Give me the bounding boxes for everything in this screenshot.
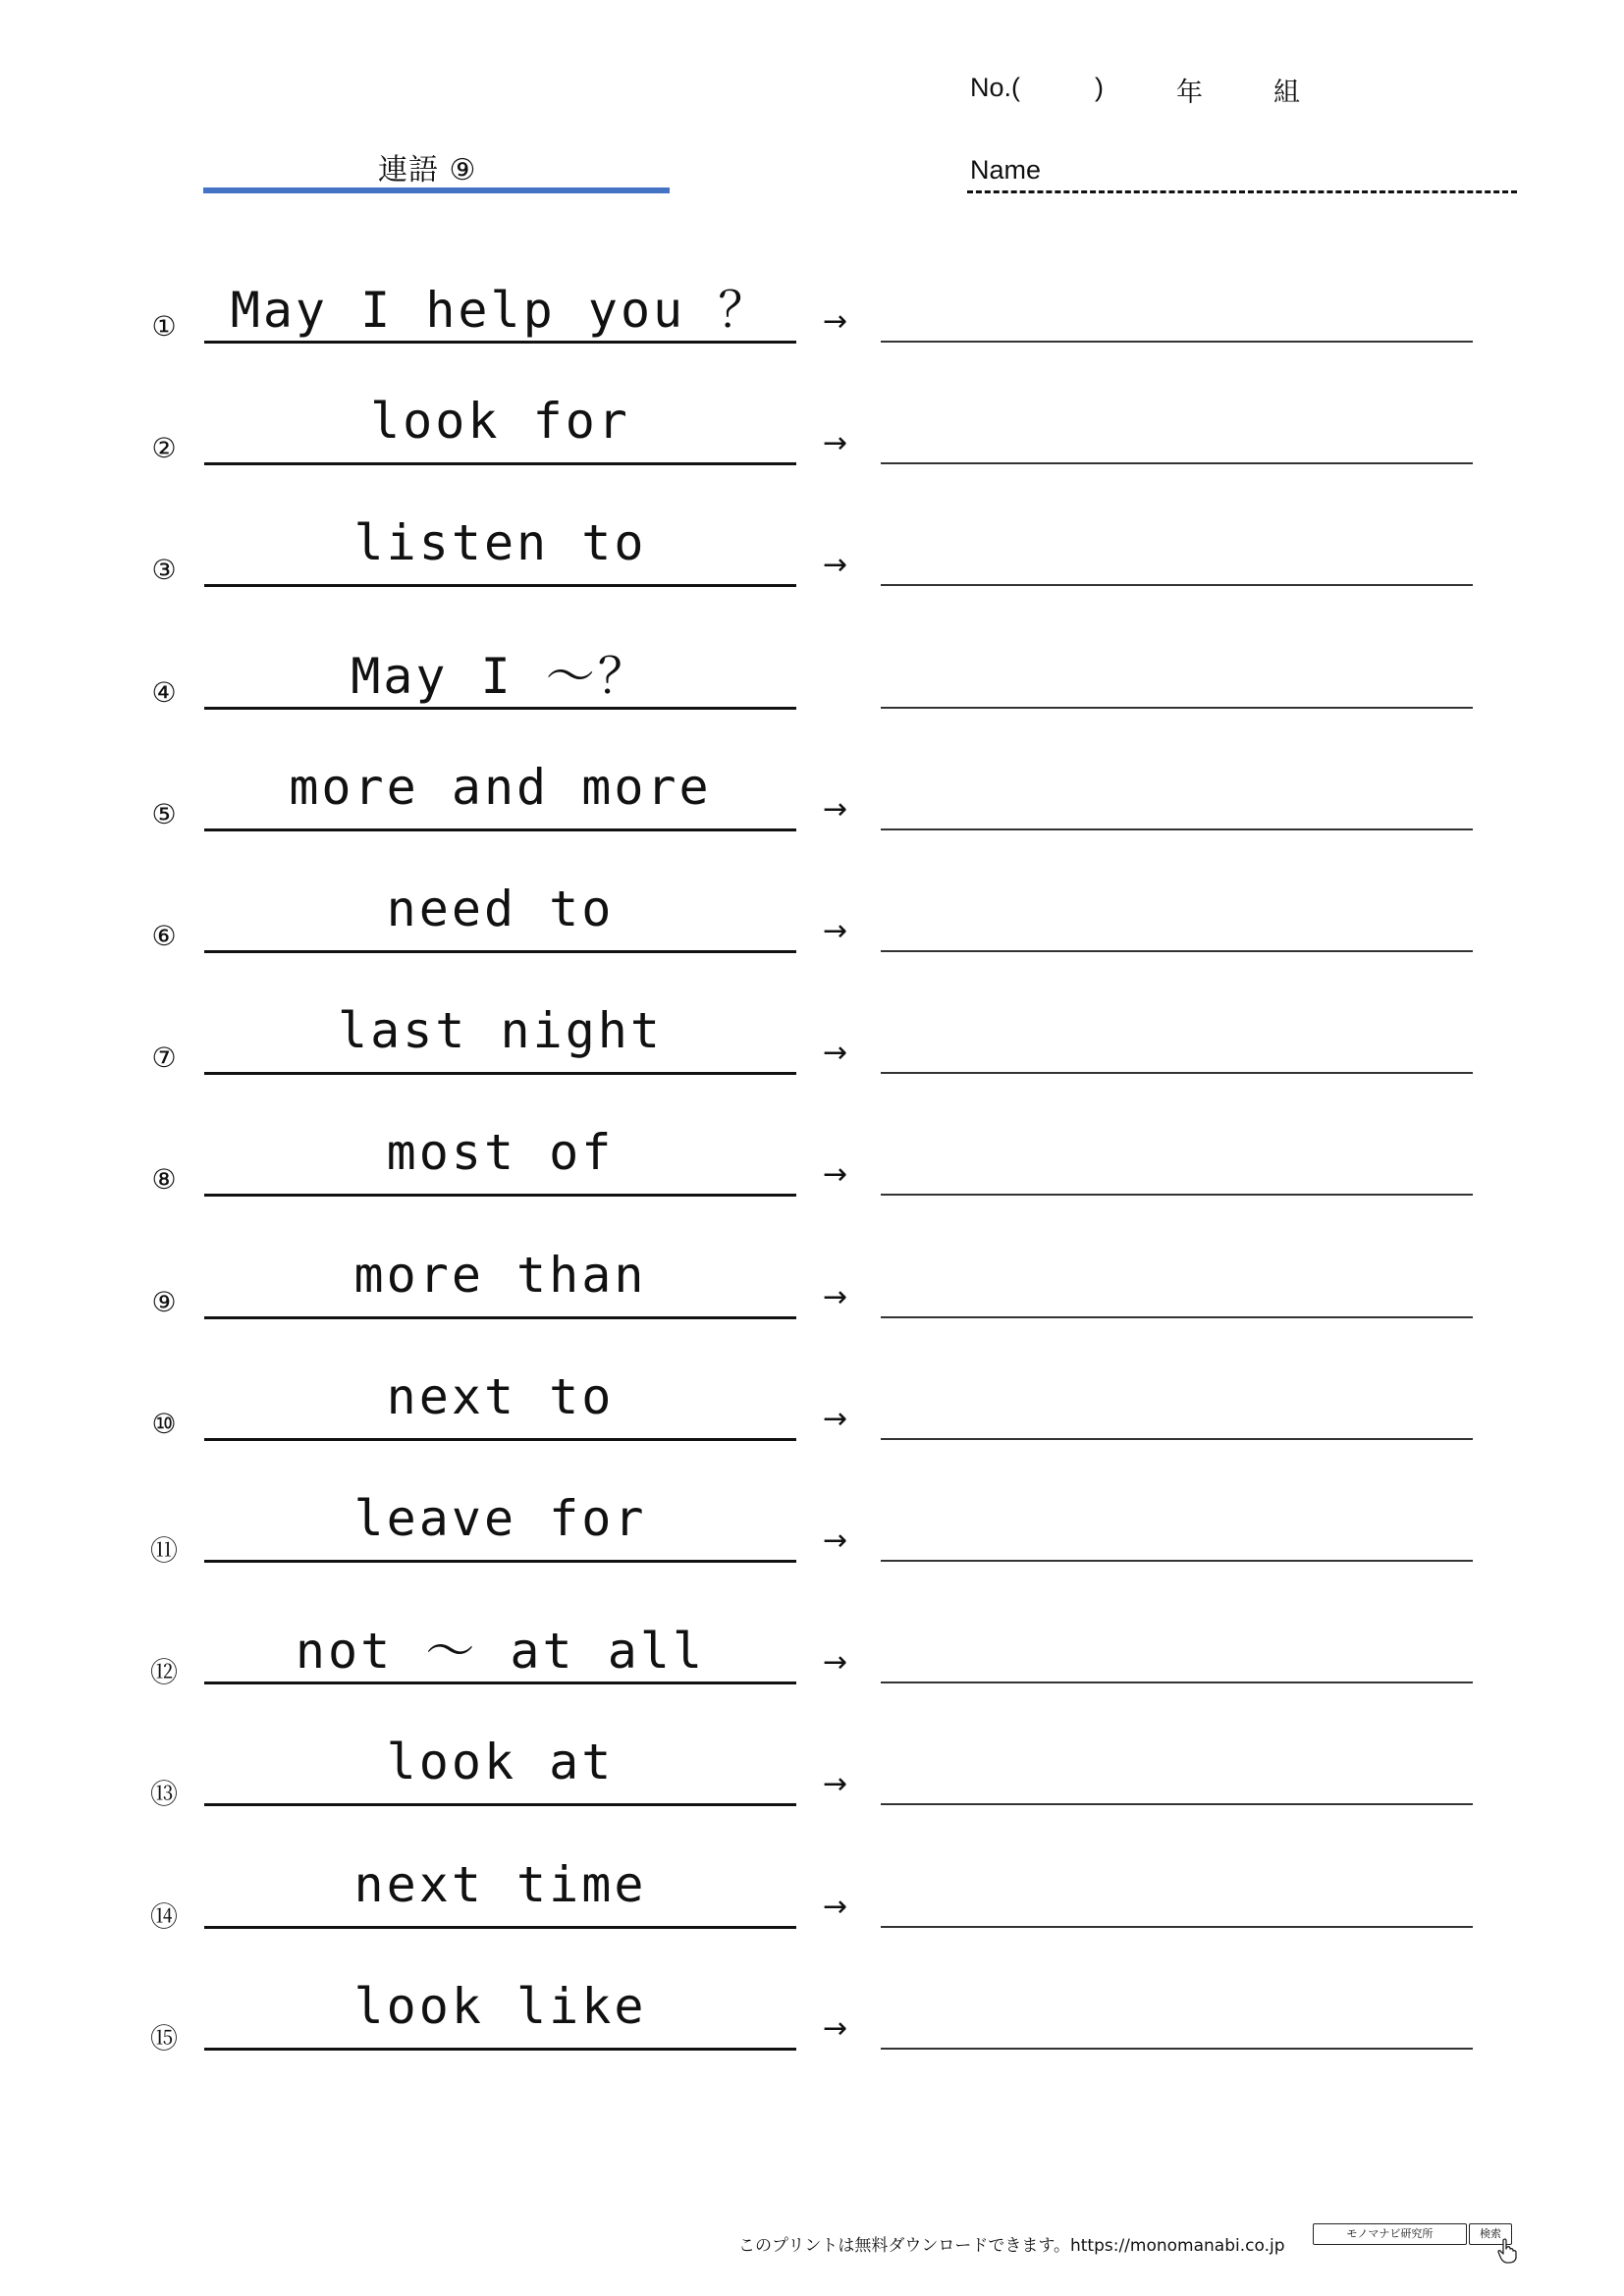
arrow-icon: → bbox=[823, 1890, 848, 1924]
phrase-underline bbox=[204, 1316, 796, 1319]
arrow-icon: → bbox=[823, 1036, 848, 1070]
arrow-icon: → bbox=[823, 1645, 848, 1680]
phrase-text: look at bbox=[386, 1734, 615, 1790]
item-number: ⑫ bbox=[149, 1656, 178, 1688]
arrow-icon: → bbox=[823, 1767, 848, 1801]
list-item bbox=[0, 875, 1624, 996]
answer-line[interactable] bbox=[881, 341, 1473, 343]
answer-line[interactable] bbox=[881, 950, 1473, 952]
phrase-underline bbox=[204, 462, 796, 465]
answer-line[interactable] bbox=[881, 707, 1473, 709]
pointer-hand-icon bbox=[1496, 2238, 1518, 2264]
phrase-underline bbox=[204, 1803, 796, 1806]
answer-line[interactable] bbox=[881, 1438, 1473, 1440]
list-item bbox=[0, 1606, 1624, 1728]
item-number: ⑬ bbox=[149, 1778, 178, 1810]
phrase-text: not ～ at all bbox=[295, 1623, 706, 1680]
item-number: ⑩ bbox=[151, 1408, 177, 1440]
list-item bbox=[0, 265, 1624, 387]
list-item bbox=[0, 631, 1624, 753]
item-number: ② bbox=[151, 432, 177, 464]
title-underline bbox=[203, 187, 670, 193]
arrow-icon: → bbox=[823, 792, 848, 827]
download-notice: このプリントは無料ダウンロードできます。https://monomanabi.co.jp bbox=[738, 2236, 1285, 2256]
arrow-icon: → bbox=[823, 1523, 848, 1558]
arrow-icon: → bbox=[823, 426, 848, 460]
item-number: ⑤ bbox=[151, 798, 177, 830]
list-item bbox=[0, 1972, 1624, 2094]
item-number: ④ bbox=[151, 676, 177, 709]
phrase-underline bbox=[204, 1926, 796, 1929]
phrase-underline bbox=[204, 1194, 796, 1197]
arrow-icon: → bbox=[823, 1402, 848, 1436]
answer-line[interactable] bbox=[881, 462, 1473, 464]
answer-line[interactable] bbox=[881, 1926, 1473, 1928]
answer-line[interactable] bbox=[881, 1316, 1473, 1318]
item-number: ① bbox=[151, 310, 177, 343]
list-item bbox=[0, 1484, 1624, 1606]
list-item bbox=[0, 1362, 1624, 1484]
arrow-icon: → bbox=[823, 2011, 848, 2046]
list-item bbox=[0, 753, 1624, 875]
phrase-underline bbox=[204, 1072, 796, 1075]
phrase-text: need to bbox=[386, 881, 615, 937]
phrase-text: more than bbox=[353, 1247, 647, 1304]
answer-line[interactable] bbox=[881, 1072, 1473, 1074]
list-item bbox=[0, 1118, 1624, 1240]
search-input[interactable]: モノマナビ研究所 bbox=[1313, 2223, 1467, 2245]
number-label-close: ) bbox=[1095, 73, 1104, 102]
answer-line[interactable] bbox=[881, 828, 1473, 830]
phrase-underline bbox=[204, 707, 796, 710]
arrow-icon: → bbox=[823, 914, 848, 948]
name-label: Name bbox=[970, 155, 1042, 185]
phrase-underline bbox=[204, 1682, 796, 1684]
answer-line[interactable] bbox=[881, 2048, 1473, 2050]
phrase-text: May I ～？ bbox=[351, 648, 650, 705]
list-item bbox=[0, 508, 1624, 630]
phrase-text: look like bbox=[353, 1978, 647, 2035]
arrow-icon: → bbox=[823, 548, 848, 582]
item-number: ⑦ bbox=[151, 1041, 177, 1074]
item-number: ⑮ bbox=[149, 2022, 178, 2055]
answer-line[interactable] bbox=[881, 1803, 1473, 1805]
phrase-text: next time bbox=[353, 1856, 647, 1913]
class-label: 組 bbox=[1273, 78, 1300, 108]
phrase-underline bbox=[204, 341, 796, 344]
grade-label: 年 bbox=[1176, 78, 1203, 108]
search-button[interactable]: 検索 bbox=[1469, 2223, 1512, 2245]
phrase-text: look for bbox=[370, 393, 630, 450]
arrow-icon: → bbox=[823, 304, 848, 339]
phrase-underline bbox=[204, 1438, 796, 1441]
item-number: ⑨ bbox=[151, 1286, 177, 1318]
item-number: ③ bbox=[151, 554, 177, 586]
phrase-underline bbox=[204, 1560, 796, 1563]
list-item bbox=[0, 387, 1624, 508]
phrase-underline bbox=[204, 950, 796, 953]
phrase-underline bbox=[204, 2048, 796, 2051]
phrase-text: May I help you ？ bbox=[230, 282, 771, 339]
phrase-text: listen to bbox=[353, 514, 647, 571]
list-item bbox=[0, 1728, 1624, 1849]
item-number: ⑭ bbox=[149, 1900, 178, 1933]
worksheet-title: 連語 ⑨ bbox=[378, 153, 477, 187]
item-number: ⑥ bbox=[151, 920, 177, 952]
answer-line[interactable] bbox=[881, 584, 1473, 586]
phrase-underline bbox=[204, 584, 796, 587]
answer-line[interactable] bbox=[881, 1560, 1473, 1562]
phrase-text: more and more bbox=[289, 759, 712, 816]
phrase-underline bbox=[204, 828, 796, 831]
arrow-icon: → bbox=[823, 1157, 848, 1192]
list-item bbox=[0, 1850, 1624, 1972]
list-item bbox=[0, 996, 1624, 1118]
phrase-text: most of bbox=[386, 1124, 615, 1181]
list-item bbox=[0, 1241, 1624, 1362]
answer-line[interactable] bbox=[881, 1682, 1473, 1683]
phrase-text: leave for bbox=[353, 1490, 647, 1547]
item-number: ⑪ bbox=[149, 1534, 178, 1567]
number-label: No.( bbox=[970, 73, 1021, 102]
name-field-line[interactable] bbox=[967, 190, 1517, 193]
phrase-text: last night bbox=[337, 1002, 664, 1059]
phrase-text: next to bbox=[386, 1368, 615, 1425]
arrow-icon: → bbox=[823, 1280, 848, 1314]
item-number: ⑧ bbox=[151, 1163, 177, 1196]
answer-line[interactable] bbox=[881, 1194, 1473, 1196]
